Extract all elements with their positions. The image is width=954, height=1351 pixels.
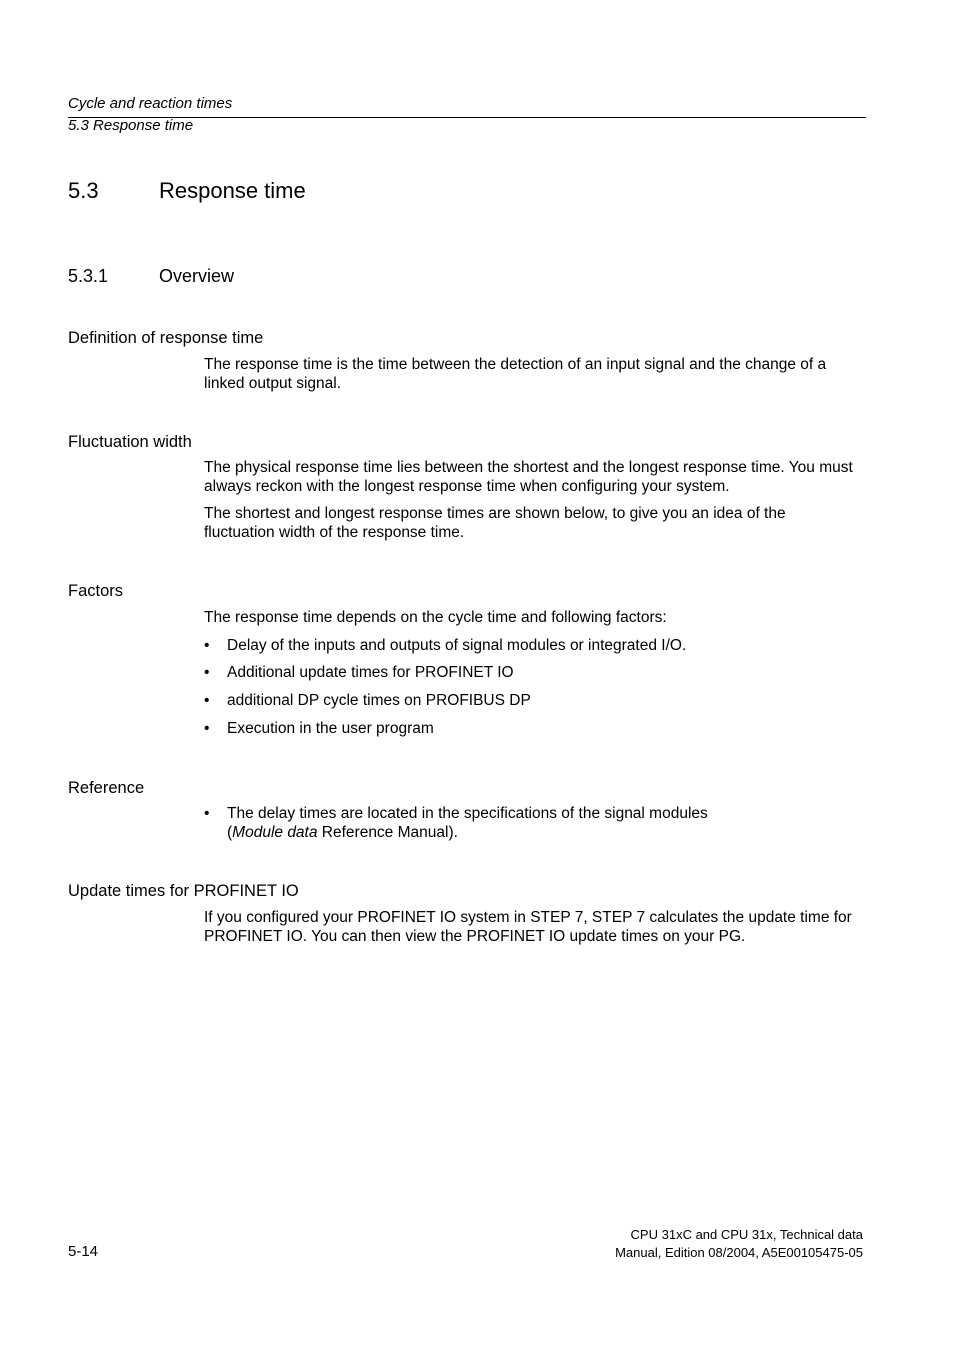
reference-item	[227, 805, 857, 842]
bullet-marker: •	[204, 637, 210, 654]
bullet-marker: •	[204, 692, 210, 709]
factor-item: Delay of the inputs and outputs of signal modules or integrated I/O.	[227, 637, 687, 654]
section-number: 5.3	[68, 178, 99, 203]
reference-heading: Reference	[68, 779, 145, 797]
running-header-chapter: Cycle and reaction times	[68, 95, 233, 112]
footer-doc-title: CPU 31xC and CPU 31x, Technical data	[630, 1227, 863, 1242]
footer-edition: Manual, Edition 08/2004, A5E00105475-05	[615, 1245, 863, 1260]
reference-line-2	[227, 824, 857, 843]
subsection-number: 5.3.1	[68, 266, 109, 286]
definition-text: The response time is the time between the detection of an input signal and the change of a linked output signal.	[204, 356, 827, 392]
fluctuation-heading: Fluctuation width	[68, 433, 192, 451]
definition-heading: Definition of response time	[68, 329, 264, 347]
reference-rest: Reference Manual).	[317, 823, 458, 841]
factors-intro: The response time depends on the cycle time and following factors:	[204, 609, 667, 626]
bullet-marker: •	[204, 664, 210, 681]
fluctuation-paragraph-1: The physical response time lies between the shortest and the longest response time. You must always reckon with the longest response time when configuring your system.	[204, 459, 853, 495]
fluctuation-paragraph-2: The shortest and longest response times are shown below, to give you an idea of the fluctuation width of the response time.	[204, 505, 786, 541]
running-header-section: 5.3 Response time	[68, 117, 194, 134]
factor-item: Execution in the user program	[227, 720, 434, 737]
subsection-title: Overview	[159, 266, 235, 286]
page-number: 5-14	[68, 1243, 99, 1260]
factor-item: Additional update times for PROFINET IO	[227, 664, 514, 681]
bullet-marker: •	[204, 720, 210, 737]
reference-manual-title: Module data	[232, 823, 318, 841]
bullet-marker: •	[204, 805, 210, 822]
reference-open-paren: (	[227, 823, 233, 841]
update-text: If you configured your PROFINET IO system in STEP 7, STEP 7 calculates the update time for PROFINET IO. You can then view the PROFINET IO update times on your PG.	[204, 909, 852, 945]
reference-line-1: The delay times are located in the specifications of the signal modules	[227, 805, 708, 822]
factors-heading: Factors	[68, 582, 124, 600]
update-heading: Update times for PROFINET IO	[68, 882, 299, 900]
factor-item: additional DP cycle times on PROFIBUS DP	[227, 692, 531, 709]
section-title: Response time	[159, 178, 306, 203]
